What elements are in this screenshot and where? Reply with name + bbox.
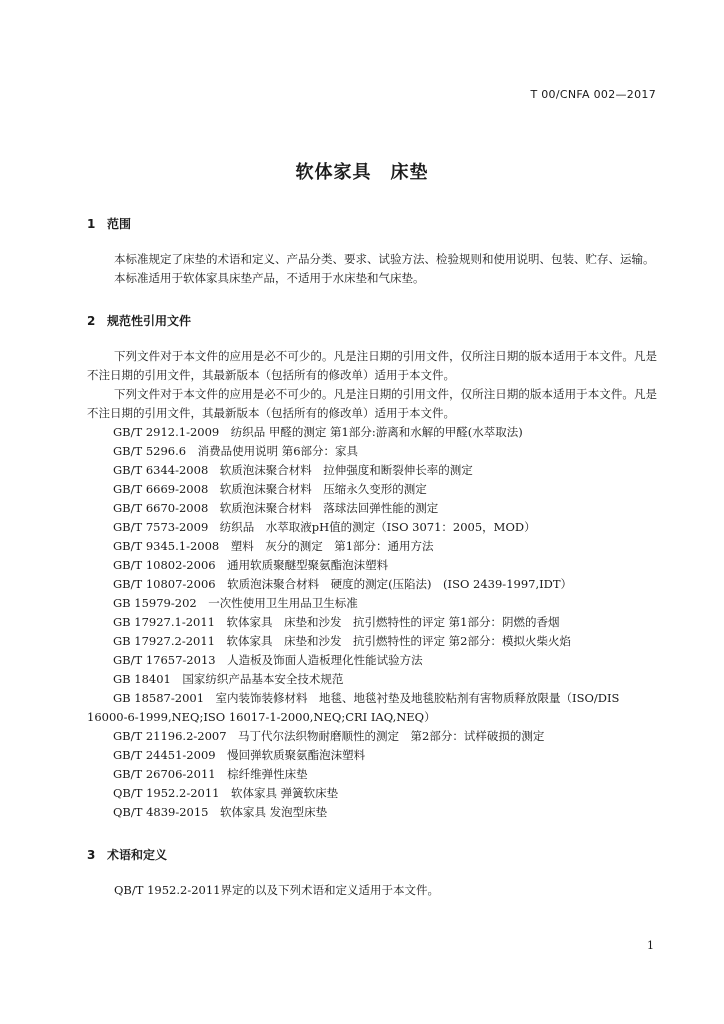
reference-item: GB/T 26706-2011 棕纤维弹性床垫 [113, 767, 308, 781]
reference-item: GB/T 10802-2006 通用软质聚醚型聚氨酯泡沫塑料 [113, 558, 389, 572]
reference-item: GB 15979-202 一次性使用卫生用品卫生标准 [113, 596, 358, 610]
section-heading-normative-references [87, 311, 657, 331]
reference-item: GB/T 6670-2008 软质泡沫聚合材料 落球法回弹性能的测定 [113, 501, 439, 515]
page-number: 1 [647, 939, 654, 952]
paragraph: 下列文件对于本文件的应用是必不可少的。凡是注日期的引用文件，仅所注日期的版本适用于本文件。凡是不注日期的引用文件，其最新版本（包括所有的修改单）适用于本文件。 [87, 349, 657, 382]
document-title: 软体家具 床垫 [295, 162, 429, 183]
reference-item: GB/T 6669-2008 软质泡沫聚合材料 压缩永久变形的测定 [113, 482, 427, 496]
reference-item: GB 17927.1-2011 软体家具 床垫和沙发 抗引燃特性的评定 第1部分：阴燃的香烟 [113, 615, 560, 629]
reference-item: GB/T 24451-2009 慢回弹软质聚氨酯泡沫塑料 [113, 748, 366, 762]
reference-item: GB/T 2912.1-2009 纺织品 甲醛的测定 第1部分:游离和水解的甲醛(水萃取法) [113, 425, 523, 439]
reference-item: GB/T 21196.2-2007 马丁代尔法织物耐磨顺性的测定 第2部分：试样破损的测定 [113, 729, 545, 743]
paragraph: 本标准规定了床垫的术语和定义、产品分类、要求、试验方法、检验规则和使用说明、包装、贮存、运输。 [114, 252, 655, 266]
reference-item-wrapped-line1: GB 18587-2001 室内装饰装修材料 地毯、地毯衬垫及地毯胶粘剂有害物质释放限量（ISO/DIS [113, 691, 620, 705]
section-title: 范围 [107, 217, 132, 231]
reference-item: QB/T 1952.2-2011 软体家具 弹簧软床垫 [113, 786, 339, 800]
standard-code: T 00/CNFA 002—2017 [530, 88, 656, 101]
reference-item: GB/T 9345.1-2008 塑料 灰分的测定 第1部分：通用方法 [113, 539, 434, 553]
section-title: 规范性引用文件 [107, 314, 192, 328]
document-body [87, 214, 657, 900]
section-number: 2 [87, 314, 96, 328]
section-heading-terms [87, 845, 657, 865]
section-heading-scope [87, 214, 657, 234]
section-number: 3 [87, 848, 96, 862]
section-title: 术语和定义 [107, 848, 168, 862]
reference-item-wrapped-line2: 16000-6-1999,NEQ;ISO 16017-1-2000,NEQ;CRI IAQ,NEQ） [87, 710, 436, 724]
reference-item: GB/T 7573-2009 纺织品 水萃取液pH值的测定（ISO 3071：2005，MOD） [113, 520, 536, 534]
paragraph: 本标准适用于软体家具床垫产品，不适用于水床垫和气床垫。 [114, 271, 425, 285]
reference-item: QB/T 4839-2015 软体家具 发泡型床垫 [113, 805, 328, 819]
reference-item: GB/T 5296.6 消费品使用说明 第6部分：家具 [113, 444, 359, 458]
reference-item: GB/T 17657-2013 人造板及饰面人造板理化性能试验方法 [113, 653, 423, 667]
paragraph: 下列文件对于本文件的应用是必不可少的。凡是注日期的引用文件，仅所注日期的版本适用于本文件。凡是不注日期的引用文件，其最新版本（包括所有的修改单）适用于本文件。 [87, 387, 657, 420]
paragraph: QB/T 1952.2-2011界定的以及下列术语和定义适用于本文件。 [114, 883, 439, 897]
reference-item: GB 17927.2-2011 软体家具 床垫和沙发 抗引燃特性的评定 第2部分：模拟火柴火焰 [113, 634, 571, 648]
reference-item: GB 18401 国家纺织产品基本安全技术规范 [113, 672, 344, 686]
reference-item: GB/T 10807-2006 软质泡沫聚合材料 硬度的测定(压陷法) (ISO 2439-1997,IDT） [113, 577, 573, 591]
section-number: 1 [87, 217, 96, 231]
reference-item: GB/T 6344-2008 软质泡沫聚合材料 拉伸强度和断裂伸长率的测定 [113, 463, 473, 477]
